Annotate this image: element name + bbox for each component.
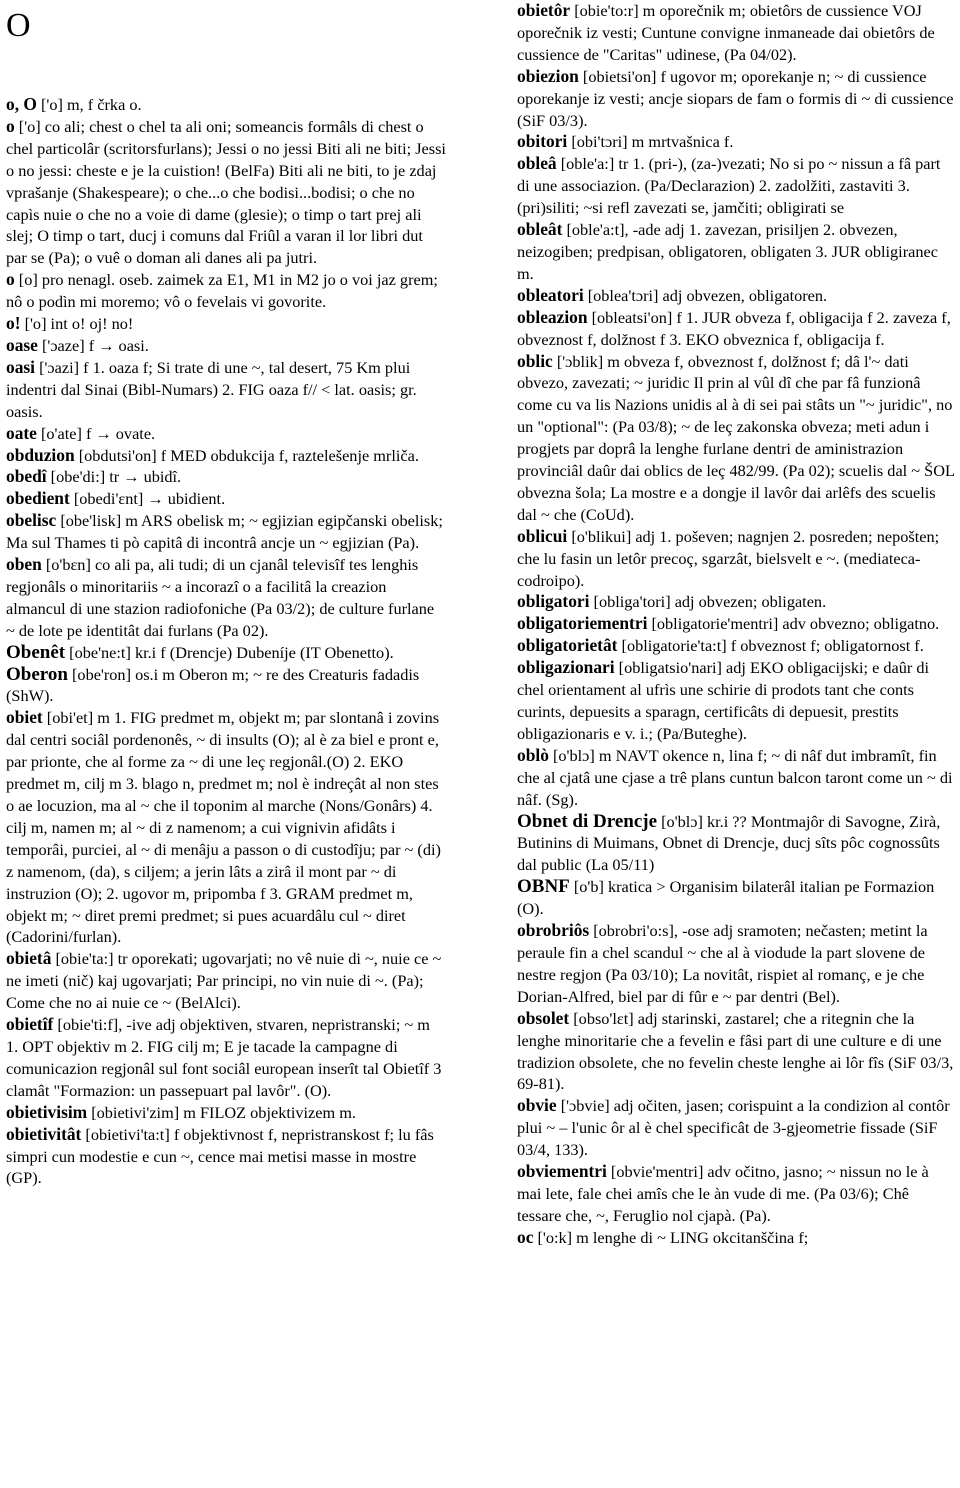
entry-definition: [obi'tɔri] m mrtvašnica f. [567, 132, 734, 152]
dictionary-entry [517, 1161, 957, 1227]
entry-definition: [obe'ne:t] kr.i f (Drencje) Dubeníje (IT Obenetto). [65, 642, 394, 662]
left-entry-list [6, 94, 446, 1189]
entry-definition: [o'bɛn] co ali pa, ali tudi; di un cjanâl televisîf tes lenghis regjonâls o minoritariis ~ a incorazî o a facilitâ la creazion almancul di une stazion radiofoniche (Pa 03/2); de culture furlane ~ de lote pe identitât dai furlans (Pa 02). [6, 555, 435, 640]
entry-headword: Oberon [6, 663, 68, 685]
entry-definition: ['ɔaze] f → oasi. [37, 335, 149, 355]
dictionary-entry [6, 94, 446, 116]
entry-headword: oben [6, 554, 42, 575]
dictionary-entry [6, 1102, 446, 1124]
dictionary-entry [517, 1227, 957, 1249]
entry-definition: [o'blɔ] kr.i ?? Montmajôr di Savogne, Zirà, Butinins di Muimans, Obnet di Drencje, ducj sîts pôc cognossûts dal public (La 05/11) [517, 811, 941, 875]
entry-headword: obleât [517, 219, 563, 240]
entry-headword: obietôr [517, 0, 571, 20]
dictionary-entry [6, 357, 446, 423]
entry-definition: [obietivi'zim] m FILOZ objektivizem m. [87, 1102, 356, 1122]
entry-headword: o [6, 115, 15, 136]
entry-headword: obleatori [517, 284, 584, 305]
dictionary-entry [6, 948, 446, 1014]
entry-headword: obligatorietât [517, 635, 618, 656]
dictionary-entry [6, 642, 446, 664]
entry-headword: obduzion [6, 444, 75, 465]
entry-headword: obietîf [6, 1014, 54, 1035]
entry-definition: [obso'lɛt] adj starinski, zastarel; che a ritegnin che la lenghe minoritarie che a fevelin e fâsi part di une culture e di une tradizion obsolete, che no fevelin cheste lenghe ai lôr fîs (SiF 03/3, 69-81). [517, 1008, 954, 1094]
entry-definition: [obligatorie'mentri] adv obvezno; obligatno. [647, 614, 940, 634]
entry-definition: [obie'ta:] tr oporekati; ugovarjati; no vê nuie di ~, nuie ce ~ ne imeti (nič) kaj ugovarjati; Par principi, no vin nuie di ~. (Pa); Come che no ai nuie ce ~ (BelAlci). [6, 949, 442, 1013]
entry-definition: [obie'ti:f], -ive adj objektiven, stvaren, nepristranski; ~ m 1. OPT objektiv m 2. FIG cilj m; E je tacade la campagne di comunicazion regjonâl sul font sociâl european inserît tal Obietîf 3 clamât "Formazion: un passepuart pal lavôr". (O). [6, 1015, 442, 1100]
dictionary-entry [6, 488, 446, 510]
entry-headword: obedient [6, 488, 70, 509]
entry-headword: obelisc [6, 510, 57, 531]
dictionary-entry [517, 285, 957, 307]
entry-headword: obsolet [517, 1007, 570, 1028]
entry-headword: obietivisim [6, 1101, 88, 1122]
entry-headword: o [6, 269, 15, 290]
dictionary-entry [6, 1124, 446, 1190]
entry-definition: [oble'a:] tr 1. (pri-), (za-)vezati; No si po ~ nissun a fâ part di une associazion. (Pa/Declarazion) 2. zadolžiti, zastaviti 3. (pri)siliti; ~si refl zavezati se, jamčiti; obligirati se [517, 154, 941, 218]
dictionary-entry [6, 313, 446, 335]
entry-headword: obligatori [517, 591, 590, 612]
dictionary-entry [6, 664, 446, 708]
entry-definition: [obvie'mentri] adv očitno, jasno; ~ nissun no le à mai lete, fale chei amîs che le àn vude di me. (Pa 03/6); Chê tessare che, ~, Feruglio nol cjapà. (Pa). [517, 1162, 929, 1225]
entry-headword: oblò [517, 744, 549, 765]
dictionary-entry [517, 1008, 957, 1096]
dictionary-entry [6, 554, 446, 642]
entry-headword: obitori [517, 131, 568, 152]
entry-headword: obleâ [517, 153, 557, 174]
dictionary-entry [517, 0, 957, 66]
dictionary-entry [6, 445, 446, 467]
letter-heading: O [6, 7, 31, 44]
entry-definition: [obi'et] m 1. FIG predmet m, objekt m; par slontanâ i zovins dal centri sociâl pordenonês, ~ di insults (O); al è za biel e pront e, par prionte, che al forme za ~ di une leç regjonâl.(O) 2. EKO predmet m, cilj m 3. blago n, predmet m; nol è indreçât al non stes o ae locuzion, ma al ~ che il toponim al marche (Nons/Gonârs) 4. cilj m, namen m; al ~ di z namenom; a cui vignivin afidâts i temporâi, purciei, al ~ di menâju a passon o di custodîju; par ~ (di) z namenom, (da), s ciljem; a jerin lâts a zirâ il mont par ~ di instruzion (O); 2. ugovor m, pripomba f 3. GRAM predmet m, objekt m; ~ diret premi predmet; si pues acuardâlu cul ~ diret (Cadorini/furlan). [6, 708, 441, 947]
dictionary-entry [517, 613, 957, 635]
dictionary-entry [6, 1014, 446, 1102]
dictionary-entry [517, 745, 957, 811]
entry-definition: ['ɔbvie] adj očiten, jasen; corispuint a la condizion al contôr plui ~ – l'unic ôr al è chel specificât de 3-gjeometrie fissade (SiF 03/4, 133). [517, 1096, 950, 1160]
entry-headword: Obnet di Drencje [517, 810, 658, 832]
entry-definition: [obietivi'ta:t] f objektivnost f, nepristranskost f; lu fâs simpri cun modestie e cun ~, cence mai metisi masse in mostre (GP). [6, 1124, 434, 1188]
dictionary-entry [517, 153, 957, 219]
entry-headword: obvie [517, 1095, 557, 1116]
dictionary-entry [517, 657, 957, 745]
dictionary-entry [517, 811, 957, 877]
dictionary-entry [517, 635, 957, 657]
dictionary-entry [6, 335, 446, 357]
entry-definition: ['ɔblik] m obveza f, obveznost f, dolžnost f; dâ l'~ dati obvezo, zavezati; ~ juridic Il prin al vûl dî che par fâ funzionâ come cu va lis Nazions unidis al à di sei pai stâts un "~ juridic", no un "optional": (Pa 03/8); ~ de leç zakonska obveza; meti adun i progjets par doprâ la lenghe furlane dentri de aministrazion provinciâl daûr dai oblics de leç 482/99. (Pa 02); scuelis dal ~ ŠOL obvezna šola; La mostre e a dongje il lavôr dai arlêfs des scuelis dal ~ che (CoUd). [517, 351, 955, 524]
entry-headword: obligazionari [517, 657, 615, 678]
dictionary-entry [517, 1095, 957, 1161]
entry-headword: oc [517, 1226, 534, 1247]
entry-definition: ['o] m, f črka o. [36, 95, 142, 114]
entry-headword: obietâ [6, 948, 52, 969]
dictionary-entry [517, 591, 957, 613]
dictionary-entry [6, 466, 446, 488]
dictionary-entry [517, 920, 957, 1008]
entry-definition: [obliga'tori] adj obvezen; obligaten. [589, 592, 827, 612]
entry-definition: [o'blikui] adj 1. poševen; nagnjen 2. posreden; nepošten; che lu fasin un letôr precoç, sgarzât, bielsvelt e ~. (mediateca-codroipo). [517, 526, 940, 590]
entry-definition: [obleatsi'on] f 1. JUR obveza f, obligacija f 2. zaveza f, obveznost f, dolžnost f 3. EKO obveznica f, obligacija f. [517, 307, 951, 349]
entry-definition: [oble'a:t], -ade adj 1. zavezan, prisiljen 2. obvezen, neizogiben; predpisan, obligatoren, obligaten 3. JUR obligiranec m. [517, 220, 938, 283]
dictionary-entry [517, 131, 957, 153]
dictionary-entry [6, 269, 446, 313]
entry-definition: [obrobri'o:s], -ose adj sramoten; nečasten; metint la peraule fin a chel scandul ~ che al à viodude la part slovene de nestre regjon (Pa 03/10); La novitât, rispiet al romanç, e je che Dorian-Alfred, biel par di fûr e ~ par dentri (Bel). [517, 921, 928, 1006]
entry-definition: ['o:k] m lenghe di ~ LING okcitanščina f; [533, 1227, 809, 1247]
entry-definition: [obligatorie'ta:t] f obveznost f; obligatornost f. [617, 636, 924, 656]
entry-definition: [obdutsi'on] f MED obdukcija f, raztelešenje mrliča. [74, 445, 419, 465]
dictionary-entry [6, 116, 446, 269]
left-column [6, 0, 446, 1189]
entry-definition: [obie'to:r] m oporečnik m; obietôrs de cussience VOJ oporečnik iz vesti; Cuntune convigne inmaneade dai obietôrs de cussience de "Caritas" udinese, (Pa 04/02). [517, 1, 935, 64]
dictionary-entry [517, 219, 957, 285]
entry-definition: [obe'lisk] m ARS obelisk m; ~ egjizian egipčanski obelisk; Ma sul Thames ti pò capitâ di incontrâ ancje un ~ egjizian (Pa). [6, 511, 443, 553]
entry-headword: oasi [6, 356, 35, 377]
entry-definition: [o'blɔ] m NAVT okence n, lina f; ~ di nâf dut imbramît, fin che al cjatâ une cjase a trê plans cuntun balcon taront come un ~ di nâf. (Sg). [517, 745, 953, 809]
entry-headword: obleazion [517, 306, 588, 327]
entry-definition: [obedi'ɛnt] → ubidient. [69, 489, 226, 509]
entry-headword: obiezion [517, 65, 579, 86]
entry-headword: obiet [6, 707, 43, 728]
entry-headword: obedî [6, 466, 47, 487]
entry-definition: [o] pro nenagl. oseb. zaimek za E1, M1 in M2 jo o voi jaz grem; nô o podìn mi moremo; vô o fevelais vi govorite. [6, 270, 438, 312]
dictionary-entry [6, 510, 446, 554]
entry-headword: obligatoriementri [517, 613, 648, 634]
entry-definition: [obe'di:] tr → ubidî. [46, 467, 182, 487]
entry-headword: oblic [517, 350, 553, 371]
right-column [517, 0, 957, 1249]
dictionary-entry [517, 66, 957, 132]
entry-headword: o! [6, 313, 21, 334]
dictionary-entry [517, 351, 957, 526]
entry-definition: ['o] int o! oj! no! [20, 314, 134, 334]
dictionary-entry [6, 423, 446, 445]
entry-headword: Obenêt [6, 641, 66, 663]
entry-definition: [obietsi'on] f ugovor m; oporekanje n; ~ di cussience oporekanje iz vesti; ancje siopars de fam o formis di ~ di cussience (SiF 03/3). [517, 66, 954, 130]
entry-headword: obviementri [517, 1161, 607, 1182]
entry-headword: oate [6, 422, 37, 443]
entry-definition: [oblea'tɔri] adj obvezen, obligatoren. [583, 285, 828, 305]
entry-headword: o, O [6, 94, 37, 114]
entry-definition: [obligatsio'nari] adj EKO obligacijski; e daûr di chel orientament al ufrìs une schirie di prodots tant che conts curints, depuesits a sparagn, certificâts di depuesit, prestits obligazionaris e v. i.; (Pa/Buteghe). [517, 658, 930, 743]
entry-definition: [o'ate] f → ovate. [36, 423, 156, 443]
entry-headword: obrobriôs [517, 920, 590, 941]
entry-definition: [obe'ron] os.i m Oberon m; ~ re des Creaturis fadadis (ShW). [6, 664, 420, 706]
entry-definition: ['o] co ali; chest o chel ta ali oni; someancis formâls di chest o chel particolâr (scritorsfurlans); Jessi o no jessi Biti ali ne biti; Jessi o no jessi: cheste e je la cuistion! (BelFa) Biti ali ne biti, to je zdaj vprašanje (Shakespeare); o che...o che bodisi...bodisi; o che no capìs nuie o che no a voie di dame (glesie); o timp o tart prej ali slej; O timp o tart, ducj i comuns dal Friûl a varan il lor libri dut par se (Pa); o vuê o doman ali danes ali pa jutri. [6, 116, 446, 268]
right-entry-list [517, 0, 957, 1249]
dictionary-entry [6, 707, 446, 948]
entry-headword: obietivitât [6, 1123, 82, 1144]
entry-headword: OBNF [517, 876, 570, 898]
entry-headword: oblicui [517, 525, 568, 546]
entry-definition: ['ɔazi] f 1. oaza f; Si trate di une ~, tal desert, 75 Km plui indentri dal Sinai (Bibl-Numars) 2. FIG oaza f// < lat. oasis; gr. oasis. [6, 357, 417, 421]
dictionary-entry [517, 307, 957, 351]
entry-definition: [o'b] kratica > Organisim bilaterâl italian pe Formazion (O). [517, 877, 935, 919]
dictionary-entry [517, 876, 957, 920]
dictionary-entry [517, 526, 957, 592]
entry-headword: oase [6, 334, 38, 355]
